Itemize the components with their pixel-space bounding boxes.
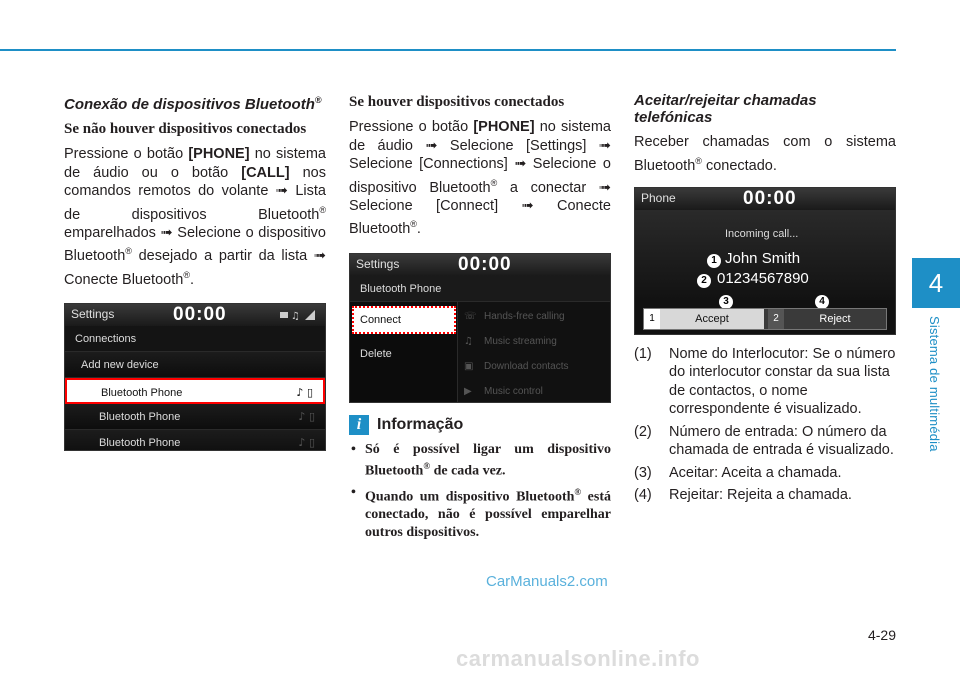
legend-item: (2) Número de entrada: O número da chamada de entrada é visualizado. (634, 423, 894, 459)
screen-clock: 00:00 (458, 253, 512, 275)
profile-item: ▶ Music control (464, 379, 606, 403)
marker-4: 4 (815, 295, 829, 309)
screen-incoming-call (634, 187, 896, 335)
delete-button[interactable]: Delete (360, 347, 392, 360)
watermark-link[interactable]: CarManuals2.com (486, 573, 608, 590)
instructions-no-devices: Pressione o botão [PHONE] no sistema de áudio ou o botão [CALL] nos comandos remotos do volante ➟ Lista de dispositivos Bluetooth® emparelhados ➟ Selecione o dispositivo Bluetooth® desejado a partir da lista ➟ Conecte Bluetooth®. (64, 146, 326, 288)
info-bullet: • Só é possível ligar um dispositivo Bluetooth® de cada vez. (351, 441, 611, 479)
instructions-connected: Pressione o botão [PHONE] no sistema de áudio ➟ Selecione [Settings] ➟ Selecione [Connections] ➟ Selecione o dispositivo Bluetooth® a conectar ➟ Selecione [Connect] ➟ Conecte Bluetooth®. (349, 119, 611, 238)
caller-number: 01234567890 (717, 269, 809, 287)
reject-button[interactable]: Reject (819, 312, 851, 325)
screen-connect-device (349, 253, 611, 403)
screen-clock: 00:00 (173, 303, 227, 325)
marker-3: 3 (719, 295, 733, 309)
profile-item: ☏ Hands-free calling (464, 304, 606, 329)
call-action-bar (643, 308, 887, 330)
phone-icon: ☏ (464, 310, 477, 322)
section-heading-calls: Aceitar/rejeitar chamadas telefónicas (634, 92, 817, 126)
legend-item: (4) Rejeitar: Rejeita a chamada. (634, 487, 852, 504)
music-icon: ♫ (464, 335, 473, 347)
screen-title: Phone (641, 190, 676, 205)
svg-text:♫: ♫ (291, 310, 300, 322)
info-icon: i (349, 415, 369, 435)
call-status: Incoming call... (725, 227, 799, 240)
info-box-header (349, 415, 611, 435)
accept-key: 1 (644, 309, 660, 329)
music-phone-icon: ♪ ▯ (298, 435, 315, 449)
profile-item: ♫ Music streaming (464, 329, 606, 354)
call-legend (634, 345, 896, 505)
legend-item: (1) Nome do Interlocutor: Se o número do interlocutor constar da sua lista de contactos, o nome correspondente é visualizado. (634, 345, 896, 418)
music-phone-icon: ♪ ▯ (296, 385, 313, 399)
column-3 (634, 92, 896, 509)
device-item[interactable]: Bluetooth Phone ♪ ▯ (65, 430, 325, 451)
top-rule (0, 49, 896, 51)
screen-clock: 00:00 (743, 187, 797, 209)
subheading-no-devices: Se não houver dispositivos conectados (64, 121, 307, 137)
device-item[interactable]: Bluetooth Phone ♪ ▯ (65, 404, 325, 430)
info-title: Informação (377, 415, 464, 433)
profile-item: ▣ Download contacts (464, 354, 606, 379)
page-number: 4-29 (867, 627, 896, 643)
column-1 (64, 92, 326, 451)
info-bullet: • Quando um dispositivo Bluetooth® está conectado, não é possível emparelhar outros dispositivos. (351, 485, 611, 540)
music-phone-icon: ♪ ▯ (298, 409, 315, 423)
marker-2: 2 (697, 274, 711, 288)
screen-title: Settings (356, 256, 400, 271)
reject-key: 2 (768, 309, 784, 329)
marker-1: 1 (707, 254, 721, 268)
screen-device-list (64, 303, 326, 451)
accept-button[interactable]: Accept (660, 309, 764, 329)
section-connections: Connections (65, 326, 325, 352)
connect-button[interactable]: Connect (352, 306, 456, 334)
action-panel (350, 302, 458, 403)
profile-list (464, 304, 606, 403)
add-new-device-item[interactable]: Add new device (65, 352, 325, 378)
call-intro: Receber chamadas com o sistema Bluetooth® conectado. (634, 134, 896, 174)
connected-device-header: Bluetooth Phone (350, 276, 610, 302)
column-2 (349, 92, 611, 545)
info-list (349, 441, 611, 542)
play-icon: ▶ (464, 385, 472, 397)
screen-title: Settings (71, 306, 115, 321)
section-heading-connect: Conexão de dispositivos Bluetooth® (64, 95, 322, 113)
contacts-icon: ▣ (464, 360, 474, 372)
legend-item: (3) Aceitar: Aceita a chamada. (634, 464, 842, 481)
subheading-devices-connected: Se houver dispositivos conectados (349, 94, 565, 110)
caller-name: John Smith (725, 249, 801, 267)
status-icons (279, 308, 323, 322)
device-item-selected[interactable]: Bluetooth Phone ♪ ▯ (65, 378, 325, 404)
chapter-title: Sistema de multimédia (927, 316, 942, 452)
footer-watermark: carmanualsonline.info (456, 646, 700, 671)
chapter-number-tab: 4 (912, 258, 960, 308)
